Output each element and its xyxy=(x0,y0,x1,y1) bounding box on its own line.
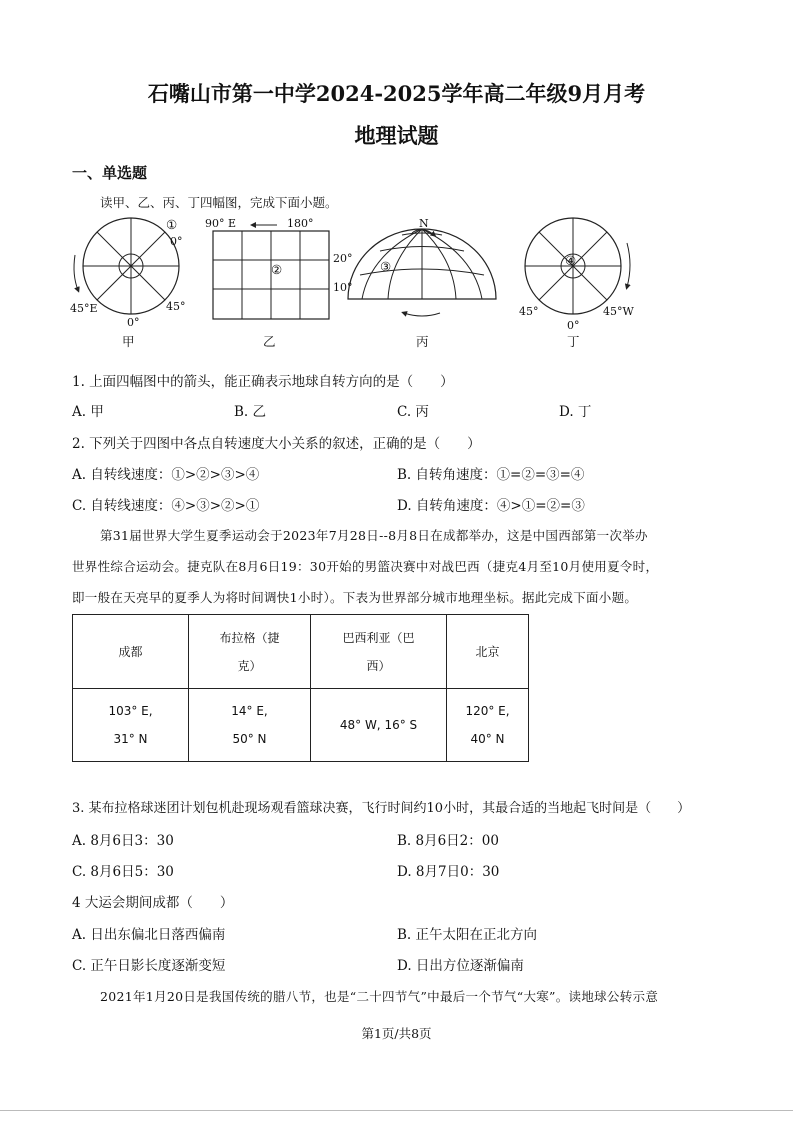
cell-brasilia: 48° W, 16° S xyxy=(311,689,447,762)
polar-view-diagram xyxy=(515,215,645,350)
figure-ding xyxy=(515,215,645,350)
lon-label-left: 45°E xyxy=(70,302,98,315)
question-4-stem: 4 大运会期间成都（ ） xyxy=(72,895,234,911)
q1-option-a[interactable]: A. 甲 xyxy=(72,404,104,420)
bottom-divider xyxy=(0,1110,793,1111)
q4-option-a[interactable]: A. 日出东偏北日落西偏南 xyxy=(72,927,226,943)
hemisphere-diagram xyxy=(340,215,505,350)
q2-option-c[interactable]: C. 自转线速度：④>③>②>① xyxy=(72,498,260,514)
lon-label-180: 180° xyxy=(287,217,314,230)
intro-text: 读甲、乙、丙、丁四幅图，完成下面小题。 xyxy=(100,195,338,210)
figure-bing xyxy=(340,215,505,350)
q4-option-b[interactable]: B. 正午太阳在正北方向 xyxy=(397,927,538,943)
figure-jia xyxy=(70,215,200,350)
city-coordinates-table xyxy=(72,614,529,762)
q3-option-c[interactable]: C. 8月6日5：30 xyxy=(72,864,174,880)
cell-beijing: 120° E, 40° N xyxy=(447,689,529,762)
point-3-label: ③ xyxy=(380,259,392,274)
lat-label-20: 20° xyxy=(333,252,353,265)
lon-label-left: 45° xyxy=(519,305,539,318)
question-3-stem: 3. 某布拉格球迷团计划包机赴现场观看篮球决赛，飞行时间约10小时，其最合适的当地起飞时间是（ ） xyxy=(72,801,691,816)
q3-option-d[interactable]: D. 8月7日0：30 xyxy=(397,864,500,880)
q2-option-b[interactable]: B. 自转角速度：①=②=③=④ xyxy=(397,467,585,483)
header-chengdu: 成都 xyxy=(73,615,189,689)
section-heading: 一、单选题 xyxy=(72,164,148,182)
q4-option-d[interactable]: D. 日出方位逐渐偏南 xyxy=(397,958,524,974)
header-prague: 布拉格（捷 克） xyxy=(189,615,311,689)
header-beijing: 北京 xyxy=(447,615,529,689)
q3-option-a[interactable]: A. 8月6日3：30 xyxy=(72,833,174,849)
q3-option-b[interactable]: B. 8月6日2：00 xyxy=(397,833,499,849)
q2-option-a[interactable]: A. 自转线速度：①>②>③>④ xyxy=(72,467,260,483)
figure-caption: 乙 xyxy=(263,334,276,349)
lon-label-right: 45° xyxy=(166,300,186,313)
cell-chengdu: 103° E, 31° N xyxy=(73,689,189,762)
passage-line-3: 即一般在天亮早的夏季人为将时间调快1小时）。下表为世界部分城市地理坐标。据此完成下面小题。 xyxy=(72,590,638,605)
point-2-label: ② xyxy=(271,262,283,277)
passage-3-line: 2021年1月20日是我国传统的腊八节，也是“二十四节气”中最后一个节气“大寒”。读地球公转示意 xyxy=(100,989,659,1004)
question-1-stem: 1. 上面四幅图中的箭头，能正确表示地球自转方向的是（ ） xyxy=(72,374,454,390)
lon-label-bottom: 0° xyxy=(127,316,140,329)
lon-label-90E: 90° E xyxy=(205,217,237,230)
lon-label-bottom: 0° xyxy=(567,319,580,332)
lat-label: 0° xyxy=(170,235,183,248)
exam-title: 石嘴山市第一中学2024-2025学年高二年级9月月考 xyxy=(147,81,646,106)
q1-option-d[interactable]: D. 丁 xyxy=(559,404,592,420)
table-row xyxy=(73,689,529,762)
passage-line-2: 世界性综合运动会。捷克队在8月6日19：30开始的男篮决赛中对战巴西（捷克4月至10月使用夏令时， xyxy=(72,559,659,574)
lat-label-10: 10° xyxy=(333,281,353,294)
q1-option-b[interactable]: B. 乙 xyxy=(234,404,267,420)
point-1-label: ① xyxy=(166,217,178,232)
exam-subtitle: 地理试题 xyxy=(354,123,439,148)
figure-caption: 丁 xyxy=(567,334,580,349)
q2-option-d[interactable]: D. 自转角速度：④>①=②=③ xyxy=(397,498,585,514)
page-footer: 第1页/共8页 xyxy=(361,1026,432,1041)
header-brasilia: 巴西利亚（巴 西） xyxy=(311,615,447,689)
point-4-label: ④ xyxy=(565,253,577,268)
figure-yi xyxy=(205,215,355,350)
figure-caption: 甲 xyxy=(122,334,135,349)
lon-label-right: 45°W xyxy=(603,305,634,318)
cell-prague: 14° E, 50° N xyxy=(189,689,311,762)
question-2-stem: 2. 下列关于四图中各点自转速度大小关系的叙述，正确的是（ ） xyxy=(72,436,481,452)
figure-caption: 丙 xyxy=(416,334,429,349)
q1-option-c[interactable]: C. 丙 xyxy=(397,404,429,420)
q4-option-c[interactable]: C. 正午日影长度逐渐变短 xyxy=(72,958,226,974)
north-label: N xyxy=(419,217,429,230)
passage-line-1: 第31届世界大学生夏季运动会于2023年7月28日--8月8日在成都举办，这是中国西部第一次举办 xyxy=(100,528,648,543)
table-header-row xyxy=(73,615,529,689)
